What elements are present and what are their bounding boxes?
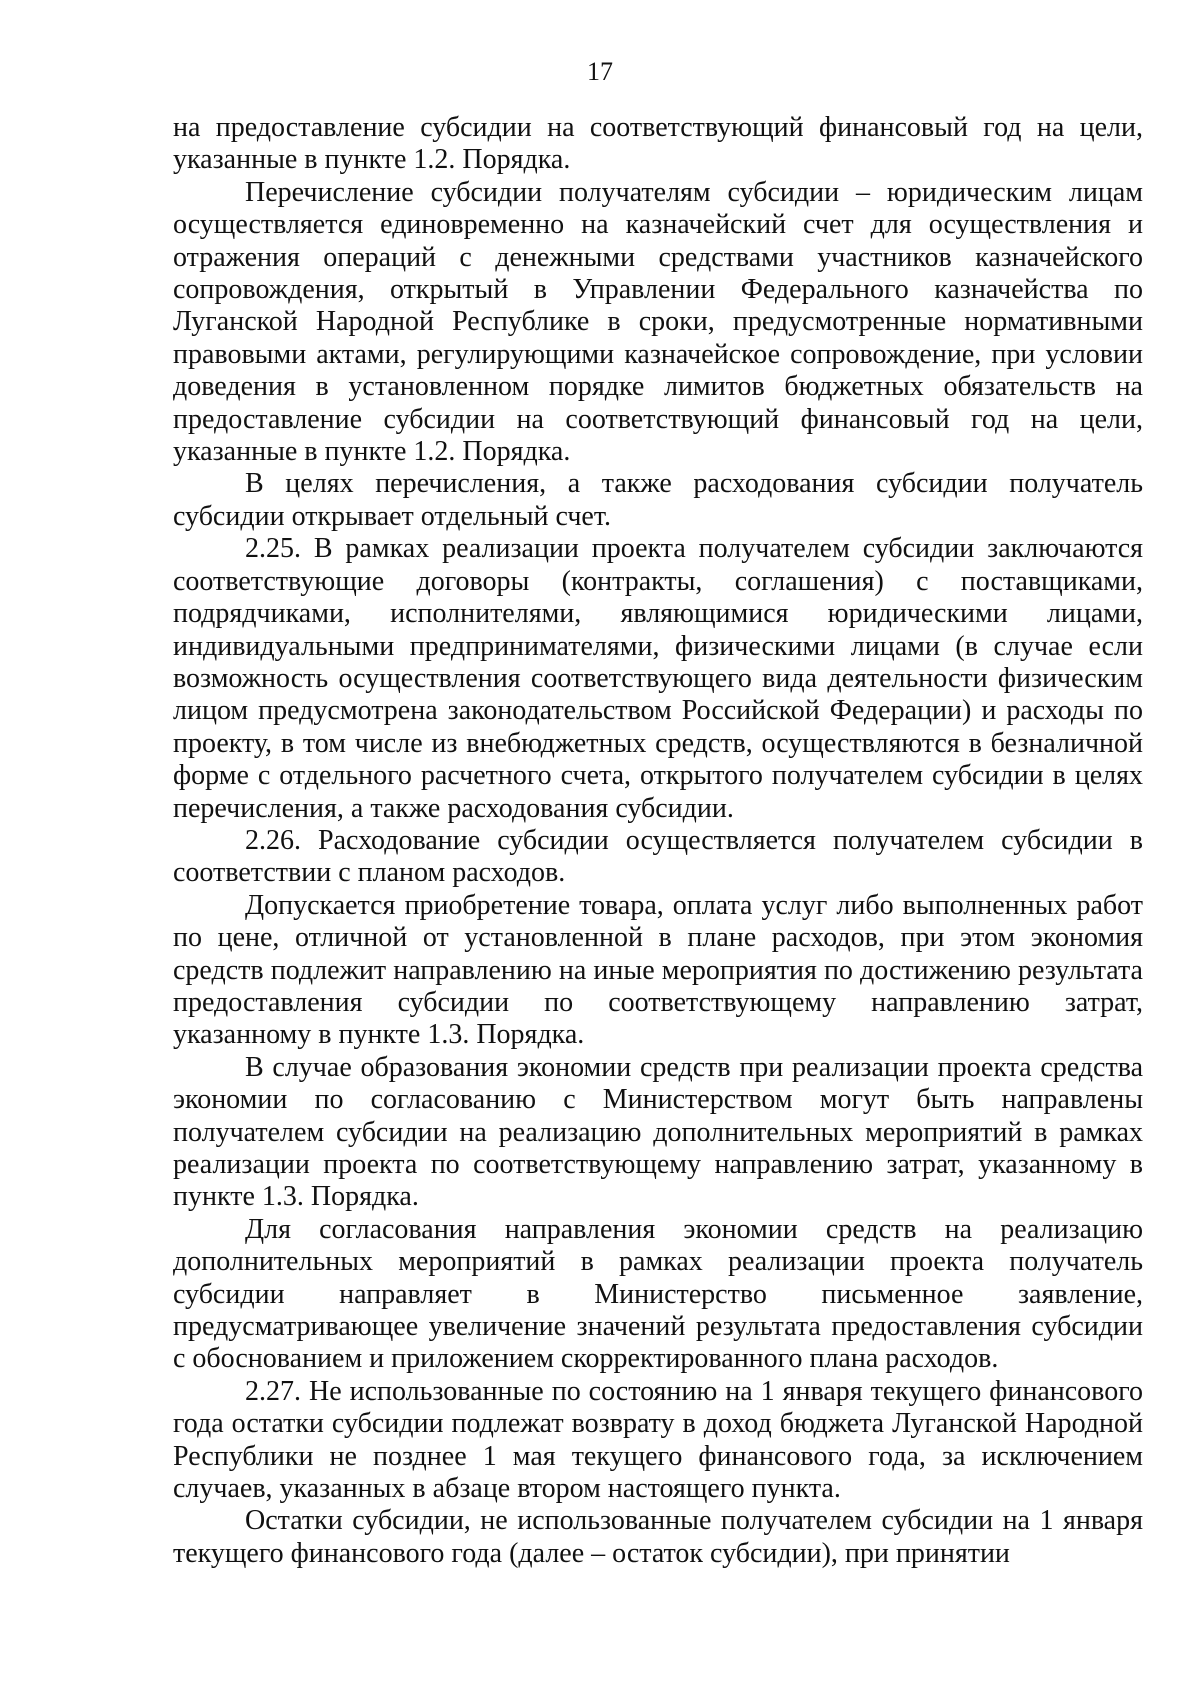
document-body [173, 112, 1143, 1570]
paragraph-savings-allowed: Допускается приобретение товара, оплата услуг либо выполненных работ по цене, отличной от установленной в плане расходов, при этом экономия средств подлежит направлению на иные мероприятия по достижению результата предоставления субсидии по соответствующему направлению затрат, указанному в пункте 1.3. Порядка. [173, 889, 1143, 1051]
paragraph-clause-2-25: 2.25. В рамках реализации проекта получателем субсидии заключаются соответствующие договоры (контракты, соглашения) с поставщиками, подрядчиками, исполнителями, являющимися юридическими лицами, индивидуальными предпринимателями, физическими лицами (в случае если возможность осуществления соответствующего вида деятельности физическим лицом предусмотрена законодательством Российской Федерации) и расходы по проекту, в том числе из внебюджетных средств, осуществляются в безналичной форме с отдельного расчетного счета, открытого получателем субсидии в целях перечисления, а также расходования субсидии. [173, 533, 1143, 824]
paragraph-savings-redirect: В случае образования экономии средств при реализации проекта средства экономии по согласованию с Министерством могут быть направлены получателем субсидии на реализацию дополнительных мероприятий в рамках реализации проекта по соответствующему направлению затрат, указанному в пункте 1.3. Порядка. [173, 1051, 1143, 1213]
paragraph-transfer-procedure: Перечисление субсидии получателям субсидии – юридическим лицам осуществляется единовременно на казначейский счет для осуществления и отражения операций с денежными средствами участников казначейского сопровождения, открытый в Управлении Федерального казначейства по Луганской Народной Республике в сроки, предусмотренные нормативными правовыми актами, регулирующими казначейское сопровождение, при условии доведения в установленном порядке лимитов бюджетных обязательств на предоставление субсидии на соответствующий финансовый год на цели, указанные в пункте 1.2. Порядка. [173, 176, 1143, 468]
page-number: 17 [587, 57, 613, 86]
paragraph-separate-account: В целях перечисления, а также расходования субсидии получатель субсидии открывает отдельный счет. [173, 468, 1143, 532]
paragraph-subsidy-balance: Остатки субсидии, не использованные получателем субсидии на 1 января текущего финансового года (далее – остаток субсидии), при принятии [173, 1505, 1143, 1569]
paragraph-savings-approval: Для согласования направления экономии средств на реализацию дополнительных мероприятий в рамках реализации проекта получатель субсидии направляет в Министерство письменное заявление, предусматривающее увеличение значений результата предоставления субсидии с обоснованием и приложением скорректированного плана расходов. [173, 1213, 1143, 1375]
paragraph-clause-2-26: 2.26. Расходование субсидии осуществляется получателем субсидии в соответствии с планом расходов. [173, 824, 1143, 889]
paragraph-clause-2-27: 2.27. Не использованные по состоянию на 1 января текущего финансового года остатки субсидии подлежат возврату в доход бюджета Луганской Народной Республики не позднее 1 мая текущего финансового года, за исключением случаев, указанных в абзаце втором настоящего пункта. [173, 1375, 1143, 1505]
paragraph-continuation: на предоставление субсидии на соответствующий финансовый год на цели, указанные в пункте 1.2. Порядка. [173, 112, 1143, 176]
